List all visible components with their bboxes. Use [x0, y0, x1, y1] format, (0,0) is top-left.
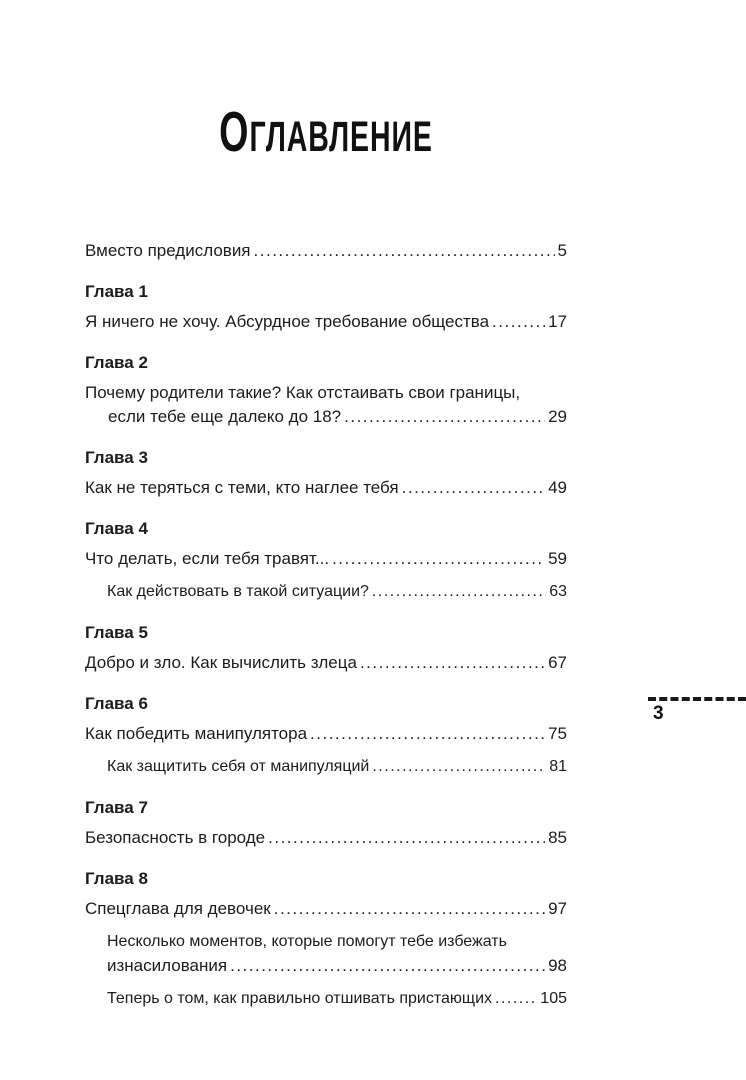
toc-chapter-header: Глава 5	[85, 623, 148, 642]
dot-leader	[332, 548, 545, 569]
toc-entry-label: Добро и зло. Как вычислить злеца	[85, 653, 357, 672]
toc-entry-page: 98	[548, 956, 567, 975]
toc-entry-page: 17	[548, 312, 567, 331]
toc-entry-label: Как защитить себя от манипуляций	[107, 758, 370, 775]
toc-entry-label: Что делать, если тебя травят...	[85, 549, 330, 568]
toc-entry	[85, 898, 567, 919]
toc-sub-entry	[107, 756, 567, 777]
toc-entry	[85, 652, 567, 673]
toc-entry-label: Как победить манипулятора	[85, 724, 308, 743]
page-title: ОГЛАВЛЕНИЕ	[219, 100, 433, 164]
toc-entry-continuation	[107, 955, 567, 976]
toc-entry-page: 59	[548, 549, 567, 568]
toc-entry-label-line2: изнасилования	[107, 956, 228, 975]
dot-leader	[360, 652, 545, 673]
dot-leader	[268, 827, 545, 848]
dot-leader	[402, 477, 545, 498]
margin-marker	[648, 697, 746, 725]
toc-entry-continuation	[108, 406, 567, 427]
toc-entry-page: 81	[549, 758, 567, 775]
dot-leader	[372, 581, 546, 602]
toc-sub-entry	[107, 931, 567, 976]
toc-chapter-header: Глава 6	[85, 694, 148, 713]
toc-entry-page: 75	[548, 724, 567, 743]
toc-chapter-header: Глава 4	[85, 519, 148, 538]
dashed-line	[648, 697, 746, 701]
toc-entry	[85, 382, 567, 427]
toc-entry-label: Как не теряться с теми, кто наглее тебя	[85, 478, 399, 497]
dot-leader	[495, 988, 537, 1009]
toc-entry-label: Вместо предисловия	[85, 241, 251, 260]
toc-chapter-header: Глава 7	[85, 798, 148, 817]
dot-leader	[492, 311, 545, 332]
toc-entry-label: Безопасность в городе	[85, 828, 266, 847]
dot-leader	[230, 955, 545, 976]
toc-entry	[85, 477, 567, 498]
toc-entry	[85, 311, 567, 332]
toc-entry	[85, 548, 567, 569]
toc-sub-entry	[107, 988, 567, 1009]
toc-chapter-header: Глава 1	[85, 282, 148, 301]
toc-entry-label: Я ничего не хочу. Абсурдное требование общества	[85, 312, 490, 331]
toc-entry-page: 105	[540, 990, 567, 1007]
toc-entry-page: 29	[548, 407, 567, 426]
toc-chapter-header: Глава 8	[85, 869, 148, 888]
toc-entry	[85, 827, 567, 848]
toc-entry-page: 97	[548, 899, 567, 918]
toc-entry-label-line1: Почему родители такие? Как отстаивать свои границы,	[85, 383, 521, 402]
toc-sub-entry	[107, 581, 567, 602]
dot-leader	[372, 756, 546, 777]
toc-entry-label-line1: Несколько моментов, которые помогут тебе избежать	[107, 933, 507, 950]
toc-entry-page: 85	[548, 828, 567, 847]
toc-chapter-header: Глава 2	[85, 353, 148, 372]
toc-entry	[85, 240, 567, 261]
toc-entry-page: 5	[557, 241, 567, 260]
dot-leader	[274, 898, 545, 919]
dot-leader	[310, 723, 545, 744]
toc-chapter-header: Глава 3	[85, 448, 148, 467]
toc-entry-label: Спецглава для девочек	[85, 899, 271, 918]
toc-entry-page: 63	[549, 583, 567, 600]
toc-entry	[85, 723, 567, 744]
toc-entry-page: 49	[548, 478, 567, 497]
dot-leader	[254, 240, 555, 261]
toc-entry-label: Как действовать в такой ситуации?	[107, 583, 369, 600]
dot-leader	[344, 406, 545, 427]
toc-entry-label-line2: если тебе еще далеко до 18?	[108, 407, 342, 426]
toc-entry-label: Теперь о том, как правильно отшивать пристающих	[107, 990, 493, 1007]
page-number: 3	[653, 703, 664, 724]
table-of-contents	[85, 240, 567, 1009]
toc-entry-page: 67	[548, 653, 567, 672]
